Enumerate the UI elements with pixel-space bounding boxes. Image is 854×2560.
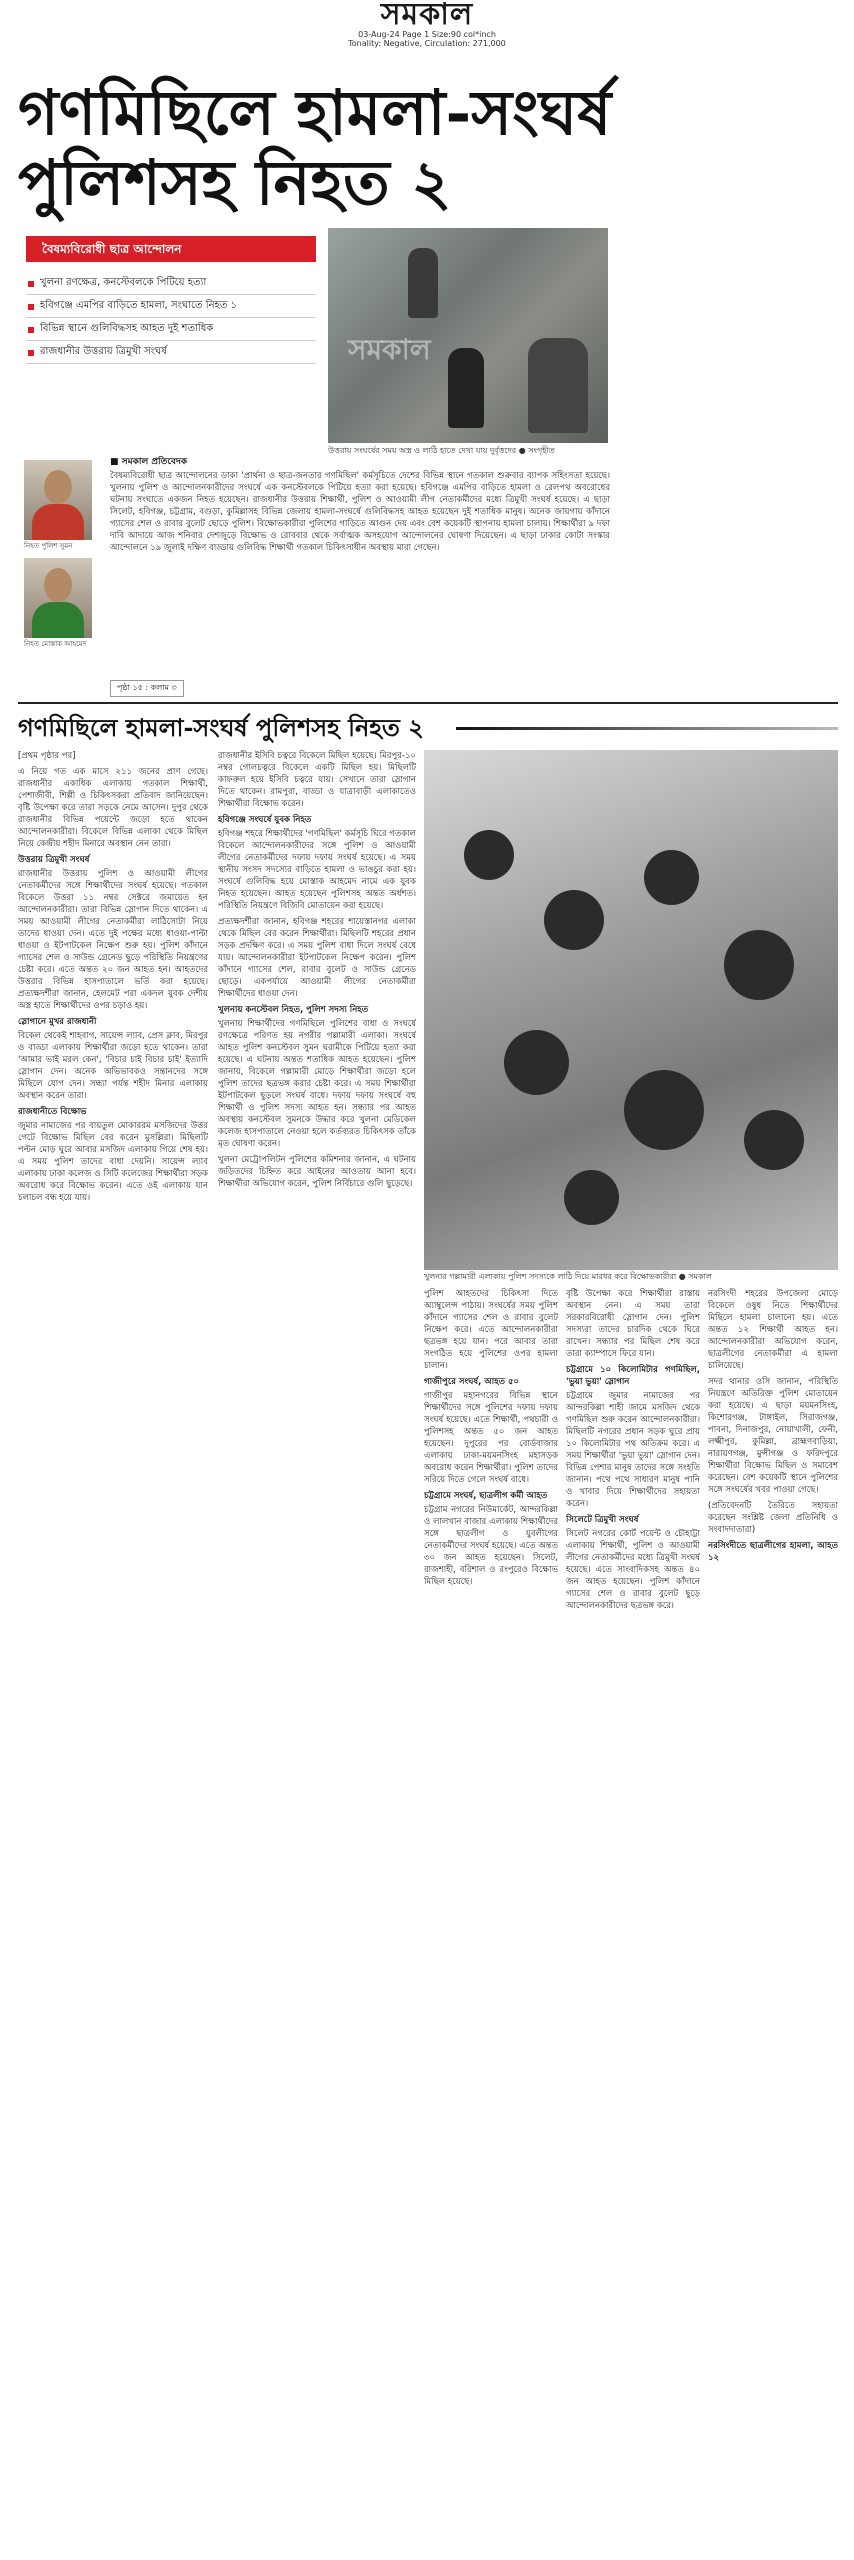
body-column-2: রাজধানীর ইসিবি চত্বরে বিকেলে মিছিল হয়েছে। মিরপুর-১০ নম্বর গোলচত্বরে বিকেলে একটি মিছিল হয়। মিছিলটি কাফরুল হয়ে ইসিবি চত্বরে যায়। সেখানে তারা স্লোগান দিতে থাকেন। রামপুরা, বাড্ডা ও যাত্রাবাড়ী এলাকাতেও শিক্ষার্থীরা বিক্ষোভ করেন। হবিগঞ্জে সংঘর্ষে যুবক নিহত হবিগঞ্জ শহরে শিক্ষার্থীদের 'গণমিছিল' কর্মসূচি ঘিরে গতকাল বিকেলে আন্দোলনকারীদের সঙ্গে পুলিশ ও আওয়ামী লীগের নেতাকর্মীদের দফায় দফায় সংঘর্ষ হয়েছে। এ সময় স্থানীয় সংসদ সদস্যের বাড়িতে হামলা ও ভাঙচুর করা হয়। সংঘর্ষে গুলিবিদ্ধ হয়ে মোস্তাক আহমেদ নামে এক যুবক নিহত হয়েছেন। আহত হয়েছেন পুলিশসহ অন্তত অর্ধশত। পরিস্থিতি নিয়ন্ত্রণে বিজিবি মোতায়েন করা হয়েছে। প্রত্যক্ষদর্শীরা জানান, হবিগঞ্জ শহরের শায়েস্তানগর এলাকা থেকে মিছিল বের করেন শিক্ষার্থীরা। মিছিলটি শহরের প্রধান সড়ক প্রদক্ষিণ করে। এ সময় পুলিশ বাধা দিলে সংঘর্ষ বেধে যায়। আন্দোলনকারীরা ইটপাটকেল নিক্ষেপ করেন। পুলিশ কাঁদানে গ্যাসের শেল, রাবার বুলেট ও সাউন্ড গ্রেনেড ছোড়ে। একপর্যায়ে আওয়ামী লীগের নেতাকর্মীরা শিক্ষার্থীদের ধাওয়া দেন। খুলনায় কনস্টেবল নিহত, পুলিশ সদস্য নিহত খুলনায় শিক্ষার্থীদের গণমিছিলে পুলিশের বাধা ও সংঘর্ষে রণক্ষেত্রে পরিণত হয় নগরীর গল্লামারী এলাকা। সংঘর্ষে আহত পুলিশ কনস্টেবল সুমন ঘরামীকে পিটিয়ে হত্যা করা হয়েছে। এ ঘটনায় অন্তত শতাধিক আহত হয়েছেন। পুলিশ জানায়, বিকেলে গল্লামারী মোড়ে শিক্ষার্থীরা জড়ো হলে পুলিশ তাদের ছত্রভঙ্গ করার চেষ্টা করে। এ সময় শিক্ষার্থীরা ইটপাটকেল ছুড়লে সংঘর্ষ বাধে। দফায় দফায় সংঘর্ষে বহু শিক্ষার্থী ও পুলিশ সদস্য আহত হন। সন্ধ্যার পর আহত অবস্থায় কনস্টেবল সুমনকে উদ্ধার করে খুলনা মেডিকেল কলেজ হাসপাতালে নেওয়া হলে কর্তব্যরত চিকিৎসক তাঁকে মৃত ঘোষণা করেন। খুলনা মেট্রোপলিটন পুলিশের কমিশনার জানান, এ ঘটনায় জড়িতদের চিহ্নিত করে আইনের আওতায় আনা হবে। শিক্ষার্থীরা অভিযোগ করেন, পুলিশ নির্বিচারে গুলি ছুড়েছে। <box>218 751 416 1189</box>
photo-watermark: সমকাল <box>348 333 431 366</box>
subheading: চট্টগ্রামে সংঘর্ষ, ছাত্রলীগ কর্মী আহত <box>424 1491 548 1501</box>
portrait-caption: নিহত পুলিশ সুমন <box>24 542 73 550</box>
subheading: চট্টগ্রামে ১০ কিলোমিটার গণমিছিল, 'ভুয়া ভুয়া' স্লোগান <box>566 1365 700 1387</box>
bullet-square-icon <box>28 304 34 310</box>
highlight-item: হবিগঞ্জে এমপির বাড়িতে হামলা, সংঘাতে নিহত ১ <box>26 295 316 318</box>
subheading: উত্তরায় ত্রিমুখী সংঘর্ষ <box>18 855 90 865</box>
uttara-clash-photo <box>328 228 608 443</box>
byline: ■ সমকাল প্রতিবেদক <box>110 457 188 467</box>
subheading: সিলেটে ত্রিমুখী সংঘর্ষ <box>566 1515 639 1525</box>
highlight-item: বিভিন্ন স্থানে গুলিবিদ্ধসহ আহত দুই শতাধিক <box>26 318 316 341</box>
victim-portrait <box>24 460 92 540</box>
photo-caption: উত্তরায় সংঘর্ষের সময় অস্ত্র ও লাঠি হাতে দেখা যায় দুর্বৃত্তদের ● সংগৃহীত <box>328 446 555 455</box>
khulna-clash-photo <box>424 750 838 1270</box>
main-headline-line1: গণমিছিলে হামলা-সংঘর্ষ <box>18 76 612 149</box>
highlight-item: খুলনা রণক্ষেত্র, কনস্টেবলকে পিটিয়ে হত্যা <box>26 272 316 295</box>
subheading: রাজধানীতে বিক্ষোভ <box>18 1107 87 1117</box>
body-column-4: বৃষ্টি উপেক্ষা করে শিক্ষার্থীরা রাস্তায় অবস্থান নেন। এ সময় তারা সরকারবিরোধী স্লোগান দেন। পুলিশ সদস্যরা তাদের চারদিক থেকে ঘিরে রাখেন। সন্ধ্যার পর মিছিল শেষ করে তারা ক্যাম্পাসে ফিরে যান। চট্টগ্রামে ১০ কিলোমিটার গণমিছিল, 'ভুয়া ভুয়া' স্লোগান চট্টগ্রামে জুমার নামাজের পর আন্দরকিল্লা শাহী জামে মসজিদ থেকে গণমিছিল শুরু করেন আন্দোলনকারীরা। মিছিলটি নগরের প্রধান সড়ক ঘুরে প্রায় ১০ কিলোমিটার পথ অতিক্রম করে। এ সময় শিক্ষার্থীরা 'ভুয়া ভুয়া' স্লোগান দেন। বিভিন্ন পেশার মানুষ তাদের সঙ্গে সংহতি জানান। পথে পথে সাধারণ মানুষ পানি ও খাবার দিয়ে শিক্ষার্থীদের সহায়তা করেন। সিলেটে ত্রিমুখী সংঘর্ষ সিলেট নগরের কোর্ট পয়েন্ট ও চৌহাট্টা এলাকায় শিক্ষার্থী, পুলিশ ও আওয়ামী লীগের নেতাকর্মীদের মধ্যে ত্রিমুখী সংঘর্ষ হয়েছে। এতে সাংবাদিকসহ অন্তত ৪০ জন আহত হয়েছেন। পুলিশ কাঁদানে গ্যাসের শেল ও রাবার বুলেট ছুড়ে আন্দোলনকারীদের ছত্রভঙ্গ করে। <box>566 1289 700 1611</box>
body-column-5: নরসিংদী শহরের উপজেলা মোড়ে বিকেলে ওষুধ নিতে শিক্ষার্থীদের মিছিলে হামলা চালানো হয়। এতে অন্তত ১২ শিক্ষার্থী আহত হন। আন্দোলনকারীরা অভিযোগ করেন, ছাত্রলীগের নেতাকর্মীরা এ হামলা চালিয়েছে। সদর থানার ওসি জানান, পরিস্থিতি নিয়ন্ত্রণে অতিরিক্ত পুলিশ মোতায়েন করা হয়েছে। এ ছাড়া ময়মনসিংহ, কিশোরগঞ্জ, টাঙ্গাইল, সিরাজগঞ্জ, পাবনা, দিনাজপুর, নোয়াখালী, ফেনী, লক্ষ্মীপুর, কুমিল্লা, ব্রাহ্মণবাড়িয়া, নারায়ণগঞ্জ, মুন্সীগঞ্জ ও ফরিদপুরে শিক্ষার্থীরা বিক্ষোভ মিছিল ও সমাবেশ করেছেন। বেশ কয়েকটি স্থানে পুলিশের সঙ্গে সংঘর্ষের খবর পাওয়া গেছে। (প্রতিবেদনটি তৈরিতে সহায়তা করেছেন সংশ্লিষ্ট জেলা প্রতিনিধি ও সংবাদদাতারা) নরসিংদীতে ছাত্রলীগের হামলা, আহত ১২ <box>708 1289 838 1563</box>
jump-headline: গণমিছিলে হামলা-সংঘর্ষ পুলিশসহ নিহত ২ <box>18 713 424 742</box>
body-column-3: পুলিশ আহতদের চিকিৎসা দিতে অ্যাম্বুলেন্স পাঠায়। সংঘর্ষের সময় পুলিশ কাঁদানে গ্যাসের শেল ও রাবার বুলেট নিক্ষেপ করে। এতে আন্দোলনকারীরা ছত্রভঙ্গ হয়ে যান। পরে আবার তারা সংগঠিত হয়ে পুলিশের ওপর হামলা চালান। গাজীপুরে সংঘর্ষ, আহত ৫০ গাজীপুর মহানগরের বিভিন্ন স্থানে শিক্ষার্থীদের সঙ্গে পুলিশের দফায় দফায় সংঘর্ষ হয়েছে। এতে শিক্ষার্থী, পথচারী ও পুলিশসহ অন্তত ৫০ জন আহত হয়েছেন। দুপুরের পর বোর্ডবাজার এলাকায় ঢাকা-ময়মনসিংহ মহাসড়ক অবরোধ করেন শিক্ষার্থীরা। পুলিশ তাদের সরিয়ে দিতে গেলে সংঘর্ষ বাধে। চট্টগ্রামে সংঘর্ষ, ছাত্রলীগ কর্মী আহত চট্টগ্রাম নগরের নিউমার্কেট, আন্দরকিল্লা ও লালখান বাজার এলাকায় শিক্ষার্থীদের সঙ্গে ছাত্রলীগ ও যুবলীগের নেতাকর্মীদের সংঘর্ষ হয়েছে। এতে অন্তত ৩০ জন আহত হয়েছেন। সিলেট, রাজশাহী, বরিশাল ও রংপুরেও বিক্ষোভ মিছিল হয়েছে। <box>424 1289 558 1587</box>
bullet-square-icon <box>28 281 34 287</box>
main-headline-line2: পুলিশসহ নিহত ২ <box>18 146 452 219</box>
subheading: নরসিংদীতে ছাত্রলীগের হামলা, আহত ১২ <box>708 1541 838 1563</box>
bullet-square-icon <box>28 350 34 356</box>
clip-meta-line2: Tonality: Negative, Circulation: 271,000 <box>348 39 506 48</box>
subheading: হবিগঞ্জে সংঘর্ষে যুবক নিহত <box>218 815 312 825</box>
section-divider <box>18 702 838 704</box>
subheading: গাজীপুরে সংঘর্ষ, আহত ৫০ <box>424 1377 520 1387</box>
bullet-square-icon <box>28 327 34 333</box>
lead-paragraph: বৈষম্যবিরোধী ছাত্র আন্দোলনের ডাকা 'প্রার্থনা ও ছাত্র-জনতার গণমিছিল' কর্মসূচিতে দেশের বিভিন্ন স্থানে গতকাল শুক্রবার ব্যাপক সহিংসতা হয়েছে। খুলনায় পুলিশ ও আন্দোলনকারীদের সংঘর্ষে এক কনস্টেবলকে পিটিয়ে হত্যা করা হয়েছে। হবিগঞ্জে এমপির বাড়িতে হামলা ও রেলপথ অবরোধের ঘটনায় সংঘাতে একজন নিহত হয়েছেন। রাজধানীর উত্তরায় শিক্ষার্থী, পুলিশ ও আওয়ামী লীগ নেতাকর্মীদের মধ্যে ত্রিমুখী সংঘর্ষ হয়েছে। এ ছাড়া সিলেট, হবিগঞ্জ, চট্টগ্রাম, বগুড়া, কুমিল্লাসহ বিভিন্ন জেলায় হামলা-সংঘর্ষে গুলিবিদ্ধসহ আহত হয়েছেন দুই শতাধিক মানুষ। অনেক জায়গায় কাঁদানে গ্যাসের শেল ও রাবার বুলেট ছোড়ে পুলিশ। বিক্ষোভকারীরা পুলিশের গাড়িতে আগুন দেয় এবং বেশ কয়েকটি স্থাপনায় হামলা চালায়। শিক্ষার্থীরা ৯ দফা দাবি আদায়ে আজ শনিবার দেশজুড়ে বিক্ষোভ ও রোববার থেকে সর্বাত্মক অসহযোগ আন্দোলনের ঘোষণা দিয়েছেন। এ ছাড়া ঢাকার কোটা সংস্কার আন্দোলনে ১৯ জুলাই দক্ষিণ বাড্ডায় গুলিবিদ্ধ শিক্ষার্থী গতকাল চিকিৎসাধীন অবস্থায় মারা গেছেন। <box>110 471 610 553</box>
story-kicker: বৈষম্যবিরোধী ছাত্র আন্দোলন <box>26 236 316 262</box>
continuation-note: পৃষ্ঠা ১৫ : কলাম ৩ <box>110 680 184 697</box>
clip-meta-line1: 03-Aug-24 Page 1 Size:90 col*inch <box>358 30 496 39</box>
headline-rule <box>456 727 838 730</box>
masthead <box>0 0 854 58</box>
victim-portrait <box>24 558 92 638</box>
subheading: খুলনায় কনস্টেবল নিহত, পুলিশ সদস্য নিহত <box>218 1005 369 1015</box>
front-story <box>18 228 608 700</box>
portrait-caption: নিহত মোস্তাক আহমেদ <box>24 640 87 648</box>
highlights-list <box>26 272 316 364</box>
body-column-1: [প্রথম পৃষ্ঠার পর] এ নিয়ে গত এক মাসে ২১১ জনের প্রাণ গেছে। রাজধানীর একাধিক এলাকায় গতকাল শিক্ষার্থী, পেশাজীবী, শিল্পী ও চিকিৎসকরা প্রতিবাদ জানিয়েছেন। বৃষ্টি উপেক্ষা করে তারা সড়কে নেমে আসেন। দুপুর থেকে রাজধানীর বিভিন্ন পয়েন্টে জড়ো হতে থাকেন আন্দোলনকারীরা। বিকেলে বিভিন্ন এলাকা থেকে মিছিল নিয়ে কেন্দ্রীয় শহীদ মিনারে অবস্থান নেন তারা। উত্তরায় ত্রিমুখী সংঘর্ষ রাজধানীর উত্তরায় পুলিশ ও আওয়ামী লীগের নেতাকর্মীদের সঙ্গে শিক্ষার্থীদের সংঘর্ষ হয়েছে। গতকাল বিকেলে উত্তরা ১১ নম্বর সেক্টরে জমায়েত হন আন্দোলনকারীরা। তারা বিভিন্ন স্লোগান দিতে থাকেন। এ সময় আওয়ামী লীগের নেতাকর্মীরা লাঠিসোটা নিয়ে তাদের ধাওয়া দেন। এতে দুই পক্ষের মধ্যে ধাওয়া-পাল্টা ধাওয়া ও ইটপাটকেল নিক্ষেপ শুরু হয়। পুলিশ কাঁদানে গ্যাসের শেল ও সাউন্ড গ্রেনেড ছুড়ে পরিস্থিতি নিয়ন্ত্রণের চেষ্টা করে। এতে অন্তত ২০ জন আহত হন। আহতদের উত্তরার বিভিন্ন হাসপাতালে ভর্তি করা হয়েছে। প্রত্যক্ষদর্শীরা জানান, হেলমেট পরা একদল যুবক দেশীয় অস্ত্র হাতে শিক্ষার্থীদের ওপর চড়াও হয়। স্লোগানে মুখর রাজধানী বিকেল থেকেই শাহবাগ, সায়েন্স ল্যাব, প্রেস ক্লাব, মিরপুর ও বাড্ডা এলাকায় শিক্ষার্থীরা জড়ো হতে থাকেন। তারা 'আমার ভাই মরল কেন', 'বিচার চাই বিচার চাই' ইত্যাদি স্লোগান দেন। অনেক অভিভাবকও সন্তানদের সঙ্গে মিছিলে যোগ দেন। সন্ধ্যা পর্যন্ত শহীদ মিনার এলাকায় অবস্থান করেন তারা। রাজধানীতে বিক্ষোভ জুমার নামাজের পর বায়তুল মোকাররম মসজিদের উত্তর গেটে বিক্ষোভ মিছিল বের করেন মুসল্লিরা। মিছিলটি পল্টন মোড় ঘুরে আবার মসজিদ এলাকায় গিয়ে শেষ হয়। এ সময় পুলিশ তাদের বাধা দেয়নি। সায়েন্স ল্যাব এলাকায় ঢাকা কলেজ ও সিটি কলেজের শিক্ষার্থীরা সড়ক অবরোধ করে বিক্ষোভ করেন। এতে ওই এলাকায় যান চলাচল বন্ধ হয়ে যায়। <box>18 751 208 1203</box>
highlight-item: রাজধানীর উত্তরায় ত্রিমুখী সংঘর্ষ <box>26 341 316 364</box>
newspaper-logo: সমকাল <box>380 0 474 32</box>
photo-caption: খুলনার গল্লামারী এলাকায় পুলিশ সদস্যকে লাঠি দিয়ে মারধর করে বিক্ষোভকারীরা ● সমকাল <box>424 1272 712 1281</box>
subheading: স্লোগানে মুখর রাজধানী <box>18 1017 97 1027</box>
